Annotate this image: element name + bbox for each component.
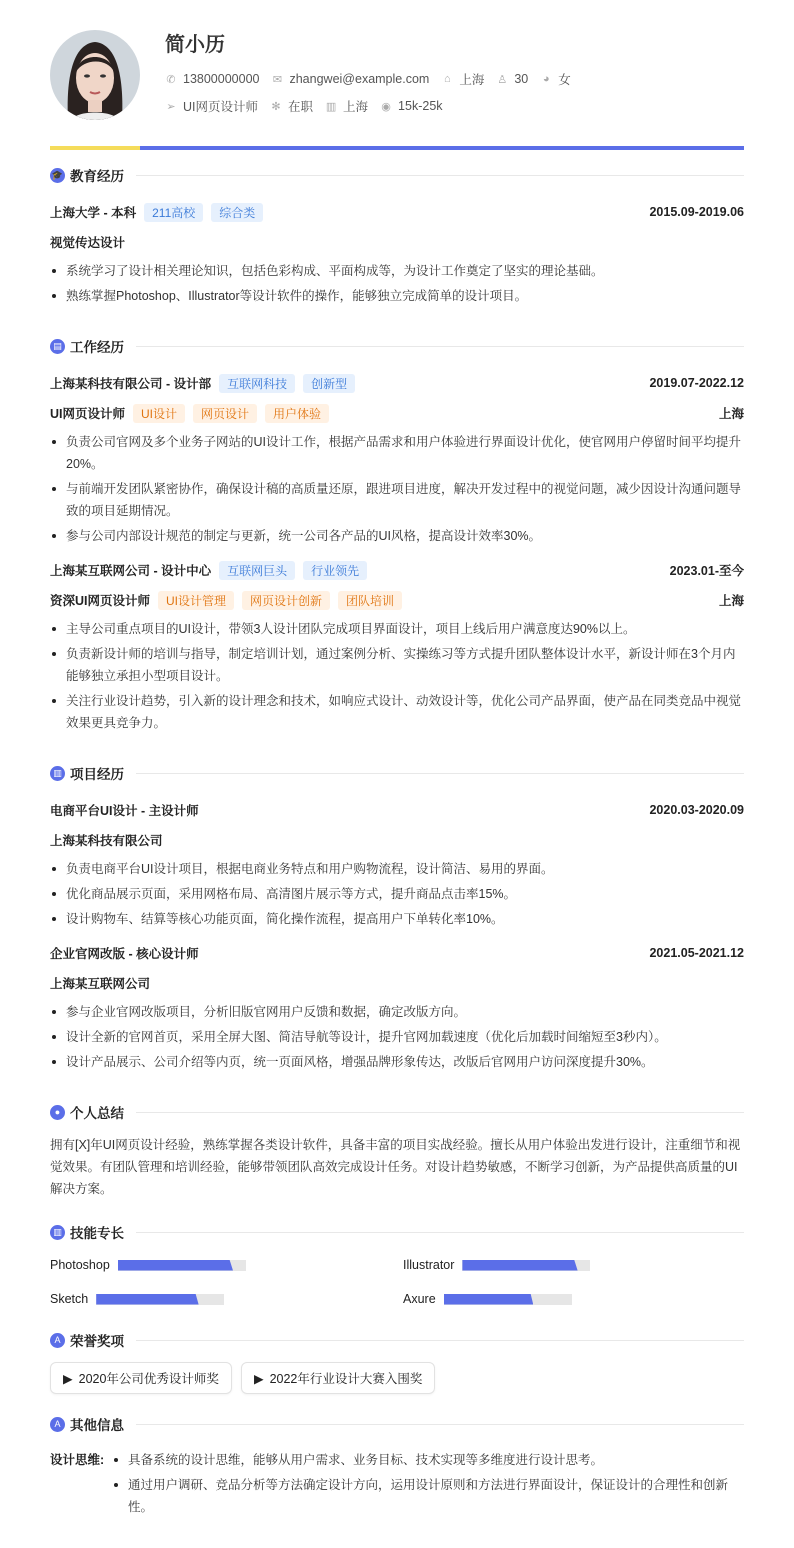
major: 视觉传达设计	[50, 236, 126, 250]
resume-header	[50, 0, 744, 146]
tag: 综合类	[211, 203, 263, 222]
skill-bar	[444, 1294, 572, 1305]
status-icon: ✻	[271, 100, 281, 113]
mail-icon: ✉	[272, 73, 283, 86]
send-icon: ➢	[166, 100, 176, 113]
list-item: 设计产品展示、公司介绍等内页，统一页面风格，增强品牌形象传达，改版后官网用户访问深度提升30%。	[50, 1051, 744, 1073]
skill-tag: 网页设计	[193, 404, 257, 423]
skill-name: Illustrator	[403, 1258, 455, 1272]
skill-bar	[462, 1260, 590, 1271]
section-awards	[50, 1328, 744, 1352]
job-status: 在职	[288, 100, 314, 114]
tag: 互联网科技	[219, 374, 295, 393]
avatar	[50, 30, 140, 120]
skill-name: Axure	[403, 1292, 436, 1306]
candidate-name: 简小历	[165, 34, 225, 56]
user-icon: ●	[50, 1105, 65, 1120]
gender: 女	[558, 73, 571, 87]
age: 30	[514, 72, 529, 86]
section-title: 技能专长	[70, 1226, 124, 1241]
award-icon: A	[50, 1333, 65, 1348]
section-title: 个人总结	[70, 1106, 124, 1121]
list-item: 负责新设计师的培训与指导，制定培训计划，通过案例分析、实操练习等方式提升团队整体设计水平，新设计师在3个月内能够独立承担小型项目设计。	[50, 643, 744, 687]
tag: 行业领先	[303, 561, 367, 580]
award-label: 2022年行业设计大赛入围奖	[269, 1372, 423, 1386]
list-item: 负责公司官网及多个业务子网站的UI设计工作，根据产品需求和用户体验进行界面设计优化，使官网用户停留时间平均提升20%。	[50, 431, 744, 475]
tag: 创新型	[303, 374, 355, 393]
tag: 211高校	[144, 203, 203, 222]
list-item: 参与公司内部设计规范的制定与更新，统一公司各产品的UI风格，提高设计效率30%。	[50, 525, 744, 547]
salary: 15k-25k	[398, 99, 443, 113]
skill-bar-fill	[462, 1260, 577, 1271]
bar-chart-icon: ▥	[50, 1225, 65, 1240]
phone: 13800000000	[183, 72, 260, 86]
section-title: 荣誉奖项	[70, 1334, 124, 1349]
company: 上海某科技有限公司 - 设计部	[50, 377, 212, 391]
skill-tag: 团队培训	[338, 591, 402, 610]
location: 上海	[718, 407, 744, 421]
triangle-right-icon: ▶	[63, 1371, 73, 1386]
summary-text: 拥有[X]年UI网页设计经验，熟练掌握各类设计软件，具备丰富的项目实战经验。擅长从用户体验出发进行设计，注重细节和视觉效果。有团队管理和培训经验，能够带领团队高效完成设计任务。对设计趋势敏感，不断学习创新，为产品提供高质量的UI解决方案。	[50, 1138, 741, 1196]
award-item	[50, 1362, 232, 1394]
skill-bar-fill	[96, 1294, 198, 1305]
list-item: 关注行业设计趋势，引入新的设计理念和技术，如响应式设计、动效设计等，优化公司产品界面，使产品在同类竞品中视觉效果更具竞争力。	[50, 690, 744, 734]
skill-name: Sketch	[50, 1292, 89, 1306]
skill-item	[403, 1254, 744, 1276]
list-item: 熟练掌握Photoshop、Illustrator等设计软件的操作，能够独立完成简单的设计项目。	[50, 285, 744, 307]
award-icon: A	[50, 1417, 65, 1432]
skill-tag: UI设计	[133, 404, 185, 423]
location: 上海	[718, 594, 744, 608]
company: 上海某互联网公司 - 设计中心	[50, 564, 212, 578]
list-item: 优化商品展示页面，采用网格布局、高清图片展示等方式，提升商品点击率15%。	[50, 883, 744, 905]
period: 2019.07-2022.12	[649, 376, 744, 390]
list-item: 参与企业官网改版项目，分析旧版官网用户反馈和数据，确定改版方向。	[50, 1001, 744, 1023]
project-entry	[50, 795, 744, 930]
list-item: 负责电商平台UI设计项目，根据电商业务特点和用户购物流程，设计简洁、易用的界面。	[50, 858, 744, 880]
list-item: 通过用户调研、竞品分析等方法确定设计方向，运用设计原则和方法进行界面设计，保证设计的合理性和创新性。	[112, 1474, 744, 1518]
list-item: 具备系统的设计思维，能够从用户需求、业务目标、技术实现等多维度进行设计思考。	[112, 1449, 744, 1471]
skill-bar-fill	[444, 1294, 534, 1305]
project-company: 上海某互联网公司	[50, 977, 151, 991]
triangle-right-icon: ▶	[253, 1371, 264, 1386]
school: 上海大学 - 本科	[50, 206, 137, 220]
chart-icon: ▥	[50, 766, 65, 781]
skill-tag: 用户体验	[265, 404, 329, 423]
role: 资深UI网页设计师	[50, 594, 151, 608]
section-title: 工作经历	[70, 340, 124, 355]
gender-icon: ◕	[542, 73, 550, 85]
skill-bar-fill	[118, 1260, 233, 1271]
list-item: 设计购物车、结算等核心功能页面，简化操作流程，提高用户下单转化率10%。	[50, 908, 744, 930]
target-city: 上海	[343, 100, 369, 114]
skill-bar	[96, 1294, 224, 1305]
skill-name: Photoshop	[50, 1258, 110, 1272]
hometown: 上海	[459, 73, 485, 87]
skill-item	[50, 1288, 403, 1310]
project-name: 企业官网改版 - 核心设计师	[50, 947, 199, 961]
period: 2020.03-2020.09	[649, 803, 744, 817]
phone-icon: ✆	[166, 73, 176, 86]
award-item	[241, 1362, 435, 1394]
briefcase-icon: ▤	[50, 339, 65, 354]
period: 2021.05-2021.12	[649, 946, 744, 960]
skill-item	[50, 1254, 403, 1276]
list-item: 设计全新的官网首页，采用全屏大图、简洁导航等设计，提升官网加载速度（优化后加载时间缩短至3秒内）。	[50, 1026, 744, 1048]
home-icon: ⌂	[444, 73, 451, 85]
role: UI网页设计师	[50, 407, 126, 421]
building-icon: ▥	[325, 100, 337, 113]
job-target: UI网页设计师	[183, 100, 259, 114]
project-entry	[50, 938, 744, 1073]
section-title: 教育经历	[70, 169, 124, 184]
period: 2015.09-2019.06	[649, 205, 744, 219]
list-item: 主导公司重点项目的UI设计，带领3人设计团队完成项目界面设计，项目上线后用户满意度达90%以上。	[50, 618, 744, 640]
header-divider	[50, 146, 744, 150]
project-name: 电商平台UI设计 - 主设计师	[50, 804, 199, 818]
work-entry	[50, 555, 744, 734]
age-icon: ♙	[497, 73, 508, 86]
section-work	[50, 334, 744, 358]
section-projects	[50, 761, 744, 785]
list-item: 系统学习了设计相关理论知识，包括色彩构成、平面构成等，为设计工作奠定了坚实的理论基础。	[50, 260, 744, 282]
list-item: 与前端开发团队紧密协作，确保设计稿的高质量还原，跟进项目进度，解决开发过程中的视觉问题，减少因设计沟通问题导致的项目延期情况。	[50, 478, 744, 522]
award-label: 2020年公司优秀设计师奖	[78, 1372, 219, 1386]
period: 2023.01-至今	[669, 564, 744, 578]
email: zhangwei@example.com	[289, 72, 430, 86]
section-title: 其他信息	[70, 1418, 124, 1433]
skill-tag: 网页设计创新	[242, 591, 330, 610]
section-title: 项目经历	[70, 767, 124, 782]
salary-icon: ◉	[381, 100, 391, 113]
work-entry	[50, 368, 744, 547]
skill-item	[403, 1288, 744, 1310]
tag: 互联网巨头	[219, 561, 295, 580]
section-education	[50, 163, 744, 187]
section-summary	[50, 1100, 744, 1124]
section-skills	[50, 1220, 744, 1244]
skill-bar	[118, 1260, 246, 1271]
other-label: 设计思维:	[50, 1453, 105, 1467]
skill-tag: UI设计管理	[158, 591, 234, 610]
graduation-cap-icon: 🎓	[50, 168, 65, 183]
section-other	[50, 1412, 744, 1436]
project-company: 上海某科技有限公司	[50, 834, 163, 848]
